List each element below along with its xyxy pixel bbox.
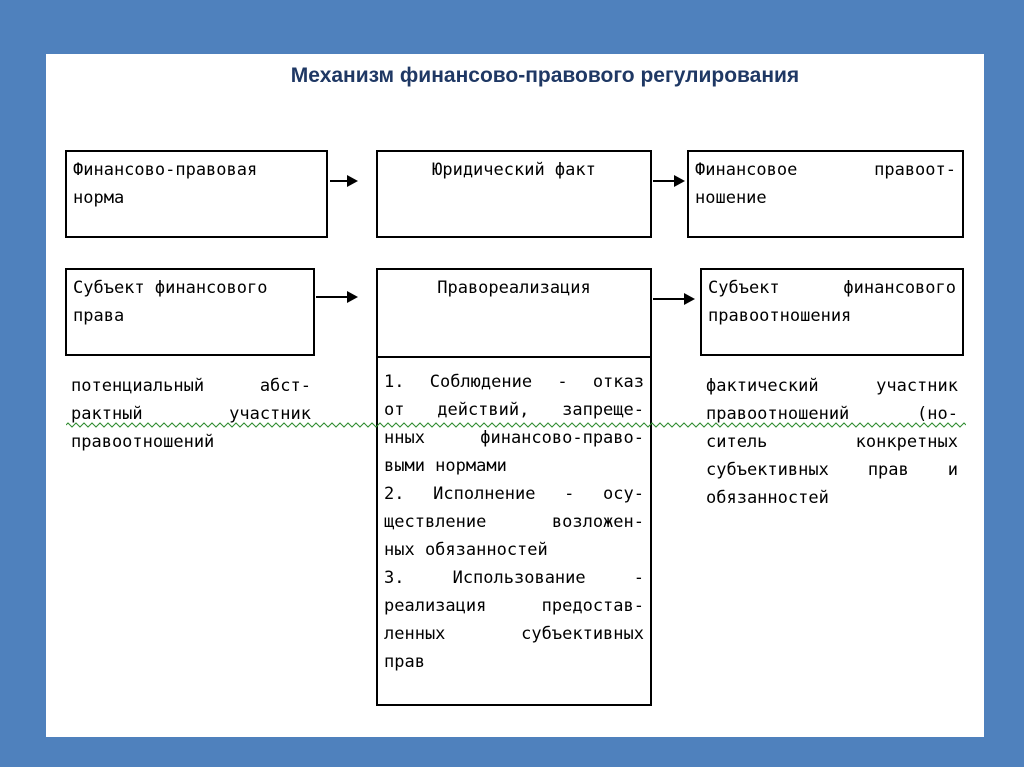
list-line: выми нормами [384, 456, 507, 476]
spellcheck-underline [66, 421, 966, 429]
arrow-right-icon [653, 180, 683, 182]
arrow-right-icon [316, 296, 356, 298]
box-text-line: Субъект финансового [73, 278, 268, 298]
arrow-right-icon [653, 298, 693, 300]
note-line: фактический участник [706, 376, 958, 396]
financial-legal-relation-box [687, 150, 964, 238]
box-text-line: норма [73, 188, 125, 208]
list-line: прав [384, 652, 425, 672]
box-text-line: Субъект финансового [708, 278, 956, 298]
note-line: ситель конкретных [706, 432, 958, 452]
subject-of-financial-law-box [65, 268, 315, 356]
list-line: реализация предостав- [384, 596, 644, 616]
box-text-line: ношение [695, 188, 767, 208]
list-line: ных обязанностей [384, 540, 548, 560]
list-line: 3. Использование - [384, 568, 644, 588]
box-text-line: Финансовое правоот- [695, 160, 956, 180]
list-line: ленных субъективных [384, 624, 644, 644]
note-line: субъективных прав и [706, 460, 958, 480]
note-line: потенциальный абст- [71, 376, 311, 396]
actual-participant-note [706, 372, 958, 512]
subject-of-financial-relation-box [700, 268, 964, 356]
box-title: Правореализация [437, 278, 591, 298]
legal-fact-box [376, 150, 652, 238]
list-line: 2. Исполнение - осу- [384, 484, 644, 504]
note-line: обязанностей [706, 488, 829, 508]
note-line: правоотношений [71, 432, 215, 452]
note-line: правоотношений (но- [706, 404, 958, 424]
diagram-title: Механизм финансово-правового регулирования [290, 64, 800, 87]
realization-forms-list [384, 368, 644, 676]
financial-legal-norm-box [65, 150, 328, 238]
list-line: 1. Соблюдение - отказ [384, 372, 644, 392]
box-text-line: Юридический факт [432, 160, 596, 180]
slide [46, 54, 984, 737]
box-text-line: права [73, 306, 125, 326]
list-line: ществление возложен- [384, 512, 644, 532]
note-line: рактный участник [71, 404, 311, 424]
box-text-line: правоотношения [708, 306, 852, 326]
arrow-right-icon [330, 180, 356, 182]
list-line: нных финансово-право- [384, 428, 644, 448]
potential-participant-note [71, 372, 311, 456]
list-line: от действий, запреще- [384, 400, 644, 420]
box-divider [376, 356, 652, 358]
law-realization-box [376, 268, 652, 706]
box-text-line: Финансово-правовая [73, 160, 258, 180]
